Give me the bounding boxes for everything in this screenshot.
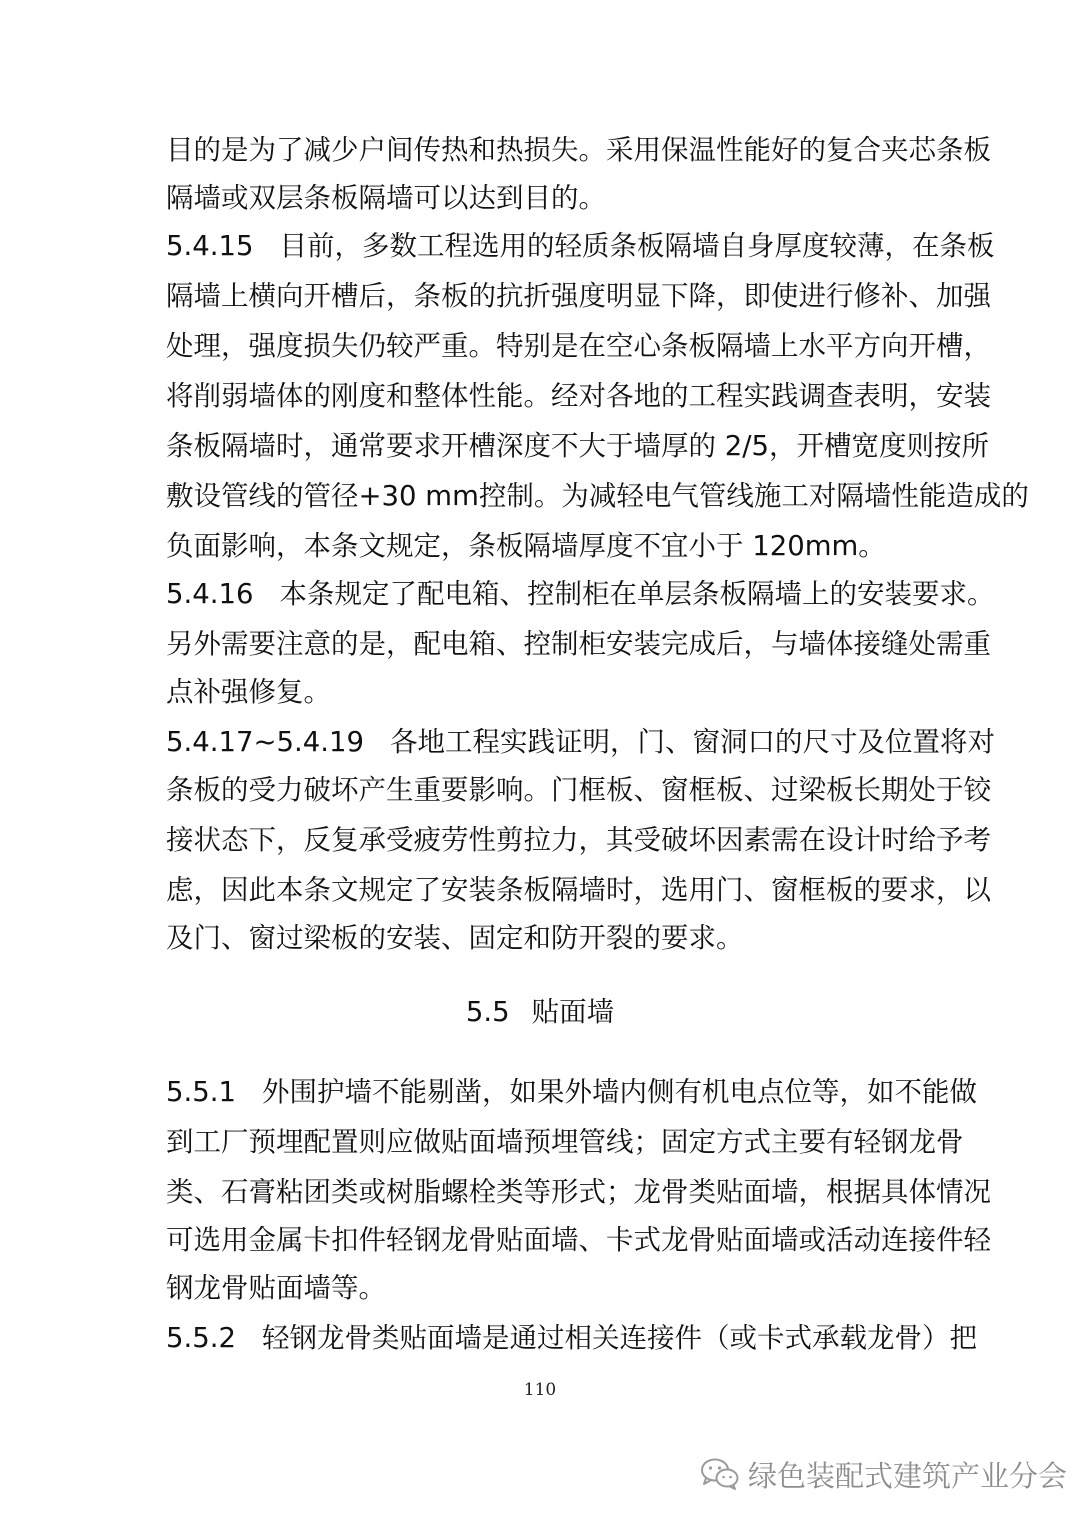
paragraph-line: 条板隔墙时，通常要求开槽深度不大于墙厚的 2/5，开槽宽度则按所 xyxy=(166,430,989,462)
paragraph-line: 点补强修复。 xyxy=(166,676,331,708)
clause-number: 5.4.16 xyxy=(166,578,254,610)
paragraph-line: 隔墙上横向开槽后，条板的抗折强度明显下降，即使进行修补、加强 xyxy=(166,280,991,312)
paragraph-line: 5.4.15 目前，多数工程选用的轻质条板隔墙自身厚度较薄，在条板 xyxy=(166,222,926,270)
paragraph-line: 处理，强度损失仍较严重。特别是在空心条板隔墙上水平方向开槽， xyxy=(166,330,991,362)
clause-number: 5.5.2 xyxy=(166,1322,236,1354)
paragraph-line: 5.5.2 轻钢龙骨类贴面墙是通过相关连接件（或卡式承载龙骨）把 xyxy=(166,1314,926,1362)
paragraph-line: 条板的受力破坏产生重要影响。门框板、窗框板、过梁板长期处于铰 xyxy=(166,774,991,806)
paragraph-line: 5.4.16 本条规定了配电箱、控制柜在单层条板隔墙上的安装要求。 xyxy=(166,570,926,618)
paragraph-line: 及门、窗过梁板的安装、固定和防开裂的要求。 xyxy=(166,922,744,954)
watermark xyxy=(700,1452,1067,1496)
section-title: 贴面墙 xyxy=(531,996,615,1028)
paragraph-line: 类、石膏粘团类或树脂螺栓类等形式；龙骨类贴面墙，根据具体情况 xyxy=(166,1176,991,1208)
clause-number: 5.5.1 xyxy=(166,1076,236,1108)
page-number: 110 xyxy=(523,1380,557,1400)
paragraph-line: 敷设管线的管径+30 mm控制。为减轻电气管线施工对隔墙性能造成的 xyxy=(166,480,1029,512)
paragraph-line: 将削弱墙体的刚度和整体性能。经对各地的工程实践调查表明，安装 xyxy=(166,380,991,412)
paragraph-line: 隔墙或双层条板隔墙可以达到目的。 xyxy=(166,182,606,214)
paragraph-line: 接状态下，反复承受疲劳性剪拉力，其受破坏因素需在设计时给予考 xyxy=(166,824,991,856)
paragraph-line: 另外需要注意的是，配电箱、控制柜安装完成后，与墙体接缝处需重 xyxy=(166,628,991,660)
paragraph-line: 目的是为了减少户间传热和热损失。采用保温性能好的复合夹芯条板 xyxy=(166,134,991,166)
paragraph-line: 钢龙骨贴面墙等。 xyxy=(166,1272,386,1304)
paragraph-line: 到工厂预埋配置则应做贴面墙预埋管线；固定方式主要有轻钢龙骨 xyxy=(166,1126,964,1158)
clause-number: 5.4.17~5.4.19 xyxy=(166,726,364,758)
wechat-icon xyxy=(700,1457,740,1491)
paragraph-line: 负面影响，本条文规定，条板隔墙厚度不宜小于 120mm。 xyxy=(166,530,886,562)
paragraph-line: 虑，因此本条文规定了安装条板隔墙时，选用门、窗框板的要求，以 xyxy=(166,874,991,906)
paragraph-line: 5.5.1 外围护墙不能剔凿，如果外墙内侧有机电点位等，如不能做 xyxy=(166,1068,926,1116)
section-heading xyxy=(0,988,1080,1036)
paragraph-line: 可选用金属卡扣件轻钢龙骨贴面墙、卡式龙骨贴面墙或活动连接件轻 xyxy=(166,1224,991,1256)
paragraph-line: 5.4.17~5.4.19 各地工程实践证明，门、窗洞口的尺寸及位置将对 xyxy=(166,718,926,766)
clause-number: 5.4.15 xyxy=(166,230,254,262)
watermark-text: 绿色装配式建筑产业分会 xyxy=(748,1458,1068,1493)
section-number: 5.5 xyxy=(465,996,510,1028)
